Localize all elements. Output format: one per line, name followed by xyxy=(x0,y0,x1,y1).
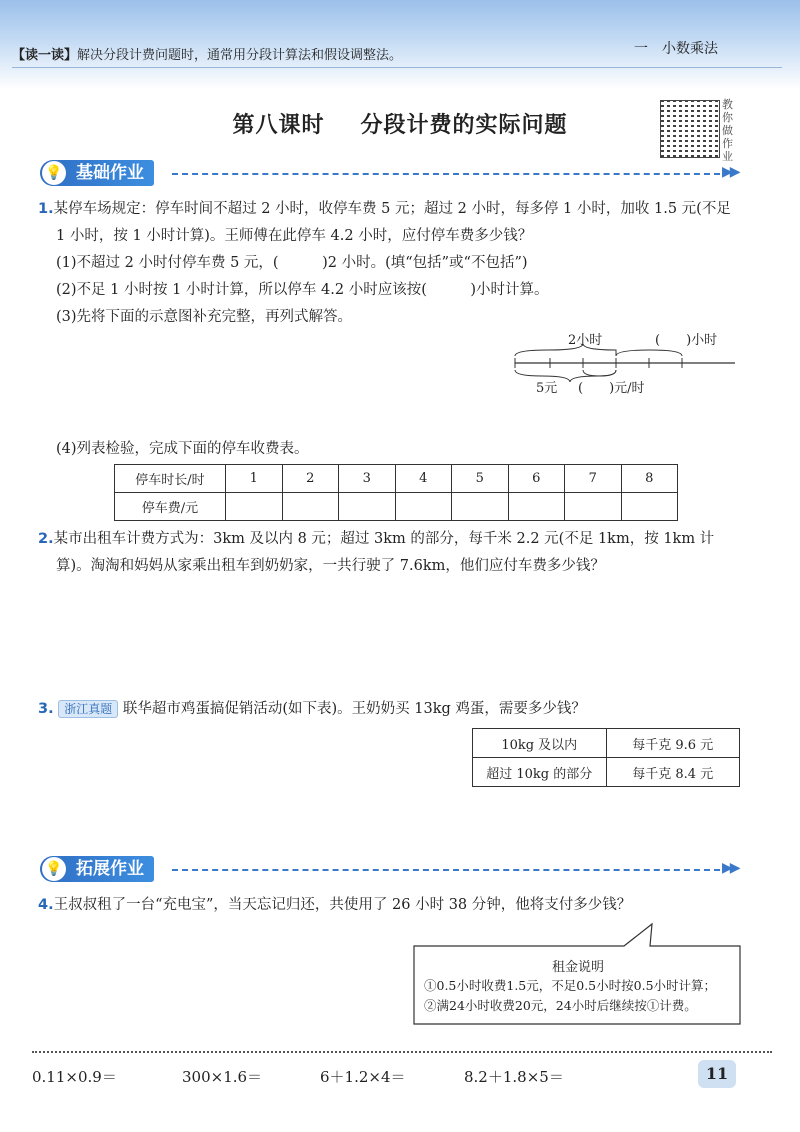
mental-calc-item[interactable]: 0.11×0.9＝ xyxy=(32,1068,117,1086)
question-1-sub2[interactable]: (2)不足 1 小时按 1 小时计算，所以停车 4.2 小时应该按( )小时计算。 xyxy=(56,282,549,298)
question-1-text-line2: 1 小时，按 1 小时计算)。王师傅在此停车 4.2 小时，应付停车费多少钱？ xyxy=(56,228,533,244)
table-cell-fee-blank[interactable] xyxy=(282,493,339,521)
table-cell-hour: 8 xyxy=(621,465,678,493)
double-arrow-icon: ▶▶ xyxy=(722,860,738,876)
section-extension-header xyxy=(40,856,154,882)
rental-rule-1: ①0.5小时收费1.5元，不足0.5小时按0.5小时计算； xyxy=(424,978,717,993)
lightbulb-icon: 💡 xyxy=(42,857,66,881)
page-number: 11 xyxy=(698,1060,736,1088)
table-cell-fee-blank[interactable] xyxy=(339,493,396,521)
rental-rule-2: ②满24小时收费20元，24小时后继续按①计费。 xyxy=(424,998,697,1013)
diagram-bottom-label-2[interactable]: ( )元/时 xyxy=(578,381,645,396)
table-cell-fee-blank[interactable] xyxy=(621,493,678,521)
table-cell-fee-blank[interactable] xyxy=(452,493,509,521)
table-row xyxy=(473,729,740,758)
table-cell-fee-blank[interactable] xyxy=(565,493,622,521)
question-4-text: 王叔叔租了一台“充电宝”，当天忘记归还，共使用了 26 小时 38 分钟，他将支付多少钱？ xyxy=(53,897,632,913)
question-2-text-line2: 算)。淘淘和妈妈从家乘出租车到奶奶家，一共行驶了 7.6km，他们应付车费多少钱？ xyxy=(56,558,605,574)
section-extension-label: 拓展作业 xyxy=(76,859,144,879)
question-1-sub3: (3)先将下面的示意图补充完整，再列式解答。 xyxy=(56,309,353,325)
parking-fee-table xyxy=(114,464,678,521)
rental-box-rules xyxy=(424,976,716,1016)
table-cell: 10kg 及以内 xyxy=(473,729,607,758)
table-cell-hour: 1 xyxy=(226,465,283,493)
unit-label: 一 小数乘法 xyxy=(634,41,718,57)
section-basic-label: 基础作业 xyxy=(76,163,144,183)
table-cell-hour: 4 xyxy=(395,465,452,493)
table-cell-fee-blank[interactable] xyxy=(395,493,452,521)
header-divider xyxy=(12,67,782,68)
table-cell: 每千克 8.4 元 xyxy=(606,758,740,787)
section-divider xyxy=(172,869,720,871)
table-header-duration: 停车时长/时 xyxy=(115,465,226,493)
lesson-topic: 分段计费的实际问题 xyxy=(360,113,568,138)
table-row xyxy=(115,465,678,493)
question-1 xyxy=(38,196,768,331)
table-cell-hour: 6 xyxy=(508,465,565,493)
table-cell-hour: 7 xyxy=(565,465,622,493)
question-1-text-line1: 某停车场规定：停车时间不超过 2 小时，收停车费 5 元；超过 2 小时，每多停 1 小时，加收 1.5 元(不足 xyxy=(53,201,731,217)
table-cell-fee-blank[interactable] xyxy=(226,493,283,521)
qr-code-icon[interactable] xyxy=(660,100,720,158)
question-4 xyxy=(38,892,768,919)
table-cell-hour: 2 xyxy=(282,465,339,493)
diagram-top-label-2[interactable]: ( )小时 xyxy=(655,333,718,348)
lesson-number: 第八课时 xyxy=(232,113,325,138)
question-1-sub4: (4)列表检验，完成下面的停车收费表。 xyxy=(56,441,309,457)
question-2-text-line1: 某市出租车计费方式为：3km 及以内 8 元；超过 3km 的部分，每千米 2.2 元(不足 1km，按 1km 计 xyxy=(53,531,715,547)
reading-tip-tag: 【读一读】 xyxy=(12,48,78,63)
question-number: 1. xyxy=(38,201,54,217)
question-2 xyxy=(38,526,768,580)
qr-label: 教你做作业 xyxy=(722,98,733,163)
diagram-brace-top-2 xyxy=(616,350,682,356)
reading-tip xyxy=(12,44,402,63)
table-cell-hour: 3 xyxy=(339,465,396,493)
table-cell: 超过 10kg 的部分 xyxy=(473,758,607,787)
mental-calc-item[interactable]: 6＋1.2×4＝ xyxy=(320,1068,406,1086)
question-number: 2. xyxy=(38,531,54,547)
diagram-top-label-1: 2小时 xyxy=(568,333,603,348)
table-header-fee: 停车费/元 xyxy=(115,493,226,521)
mental-calc-item[interactable]: 8.2＋1.8×5＝ xyxy=(464,1068,564,1086)
table-cell: 每千克 9.6 元 xyxy=(606,729,740,758)
diagram-brace-bottom-2 xyxy=(583,370,616,376)
egg-price-table xyxy=(472,728,740,787)
rental-box-title: 租金说明 xyxy=(551,960,604,975)
table-cell-hour: 5 xyxy=(452,465,509,493)
question-3 xyxy=(38,696,768,723)
double-arrow-icon: ▶▶ xyxy=(722,164,738,180)
source-badge: 浙江真题 xyxy=(58,700,118,718)
question-number: 4. xyxy=(38,897,54,913)
footer-divider xyxy=(32,1051,772,1053)
question-3-text: 联华超市鸡蛋搞促销活动(如下表)。王奶奶买 13kg 鸡蛋，需要多少钱？ xyxy=(122,701,586,717)
section-divider xyxy=(172,173,720,175)
table-row xyxy=(115,493,678,521)
diagram-bottom-label-1: 5元 xyxy=(536,381,558,396)
table-row xyxy=(473,758,740,787)
question-number: 3. xyxy=(38,701,54,717)
table-cell-fee-blank[interactable] xyxy=(508,493,565,521)
section-basic-header xyxy=(40,160,154,186)
question-1-sub1[interactable]: (1)不超过 2 小时付停车费 5 元，( )2 小时。(填“包括”或“不包括”) xyxy=(56,255,528,271)
reading-tip-text: 解决分段计费问题时，通常用分段计算法和假设调整法。 xyxy=(77,48,403,63)
lightbulb-icon: 💡 xyxy=(42,161,66,185)
mental-calc-item[interactable]: 300×1.6＝ xyxy=(182,1068,263,1086)
